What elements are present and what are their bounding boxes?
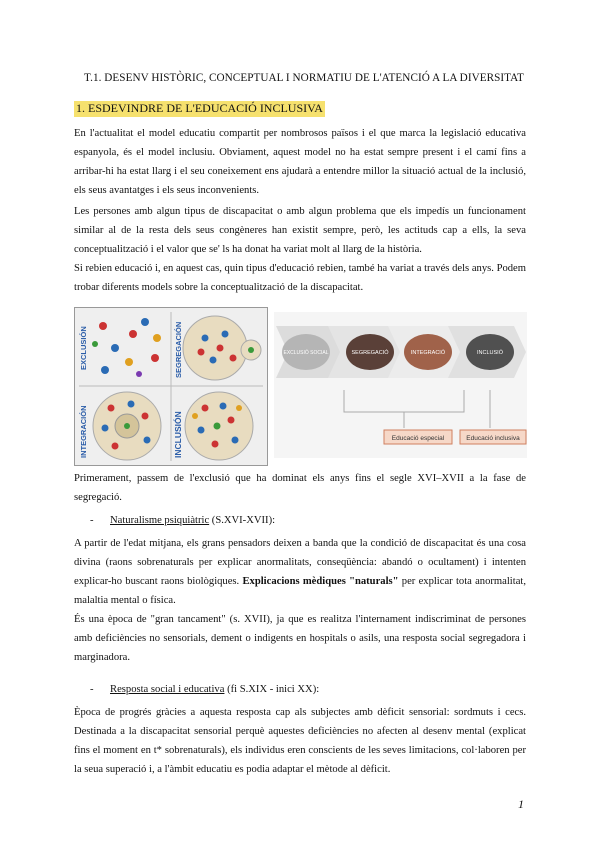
progression-figure xyxy=(274,312,527,458)
label-exclusion: EXCLUSIÓN xyxy=(79,326,88,370)
label-integration: INTEGRACIÓN xyxy=(79,405,88,458)
section-heading: 1. ESDEVINDRE DE L'EDUCACIÓ INCLUSIVA xyxy=(76,101,323,115)
paragraph-3: Si rebien educació i, en aquest cas, quin tipus d'educació rebien, també ha variat a través dels anys. Podem trobar diferents models sobre la conceptualització de la discapacitat. xyxy=(74,263,526,293)
page-number: 1 xyxy=(518,797,524,811)
paragraph-1: En l'actualitat el model educatiu compartit per nombrosos països i el que marca la legislació educativa espanyola, és el model inclusiu. Obviament, aquest model no ha estat sempre present i el camí fins a arribar-hi ha estat llarg i el seu coneixement ens ajudarà a entendre millor la situació actual de la inclusió, els seus avantatges i els seus inconvenients. xyxy=(74,128,526,196)
paragraph-7: Època de progrés gràcies a aquesta resposta cap als subjectes amb dèficit sensorial: sordmuts i cecs. Destinada a la discapacitat sensorial perquè aquestes deficiències no afecten al desenv mental (explicat fins el moment en t* sobrenaturals), els individus eren conscients de les seves limitacions, col·laboren per la seua superació i, a l'àmbit educatiu es podia adaptar el mètode al dèficit. xyxy=(74,707,526,775)
label-inclusion: INCLUSIÓN xyxy=(173,411,183,458)
arrow-label-integration: INTEGRACIÓ xyxy=(410,350,446,356)
document-title: T.1. DESENV HISTÒRIC, CONCEPTUAL I NORMATIU DE L'ATENCIÓ A LA DIVERSITAT xyxy=(84,72,524,84)
arrow-label-segregation: SEGREGACIÓ xyxy=(351,350,389,356)
paragraph-6: És una època de "gran tancament" (s. XVII), ja que es realitza l'internament indiscriminat de persones amb deficiències no sensorials, dement o indigents en hospitals o asils, una resposta social segregadora i marginadora. xyxy=(74,614,526,663)
bullet-resposta xyxy=(90,684,319,695)
bullet-naturalisme xyxy=(90,515,275,526)
box-inclusive-education: Educació inclusiva xyxy=(466,435,520,442)
paragraph-5-text-a: A partir de l'edat mitjana, els grans pensadors deixen a banda que la condició de discapacitat és una cosa divina (raons sobrenaturals per explicar anormalitats, conseqüència: abandó o ocultament) i intenten explicar-ho buscant raons biològiques. xyxy=(74,538,526,587)
bullet-suffix: (S.XVI-XVII): xyxy=(209,515,276,526)
bullet-label: Resposta social i educativa xyxy=(110,684,225,695)
paragraph-5-bold: Explicacions mèdiques "naturals" xyxy=(242,576,399,587)
bullet-dash: - xyxy=(90,515,94,526)
bullet-dash: - xyxy=(90,684,94,695)
arrow-label-exclusion: EXCLUSIÓ SOCIAL xyxy=(283,350,329,356)
paragraph-5-text-c: per explicar tota anormalitat, malaltia mental o física. xyxy=(74,576,526,606)
label-segregation: SEGREGACIÓN xyxy=(174,321,183,378)
box-special-education: Educació especial xyxy=(391,435,445,442)
paragraph-2: Les persones amb algun tipus de discapacitat o amb algun problema que els impedís un funcionament similar al de la resta dels seus congèneres han existit sempre, però, les actituds cap a ells, la seva conceptualització i el valor que se' ls ha donat ha variat molt al llarg de la història. xyxy=(74,206,526,255)
inclusion-models-figure xyxy=(74,307,268,466)
bullet-label: Naturalisme psiquiàtric xyxy=(110,515,210,526)
bullet-suffix: (fi S.XIX - inici XX): xyxy=(224,684,320,695)
arrow-label-inclusion: INCLUSIÓ xyxy=(477,350,503,356)
paragraph-4: Primerament, passem de l'exclusió que ha dominat els anys fins el segle XVI–XVII a la fase de segregació. xyxy=(74,473,526,503)
paragraph-5 xyxy=(74,534,526,610)
